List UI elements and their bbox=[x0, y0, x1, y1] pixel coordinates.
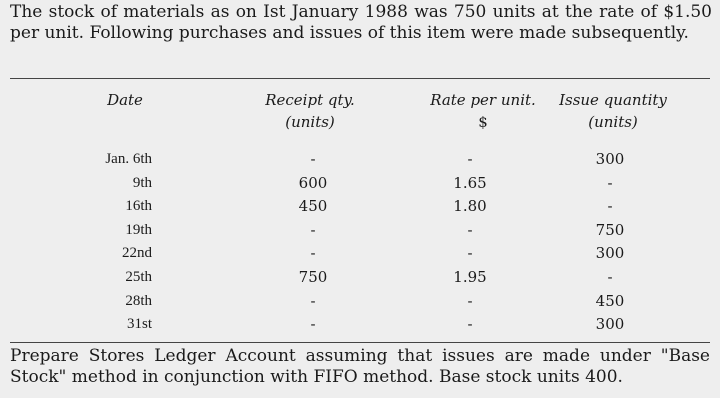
row-receipt: - bbox=[310, 315, 316, 333]
row-issue: 300 bbox=[595, 244, 625, 262]
row-receipt: - bbox=[310, 150, 316, 168]
row-receipt: 600 bbox=[298, 174, 328, 192]
header-date: Date bbox=[107, 91, 143, 109]
header-issue-quantity: Issue quantity bbox=[559, 91, 667, 109]
row-issue: 300 bbox=[595, 150, 625, 168]
row-rate: - bbox=[467, 244, 473, 262]
header-rate-per-unit: Rate per unit. bbox=[430, 91, 536, 109]
problem-instruction: Prepare Stores Ledger Account assuming that issues are made under "Base Stock" method in conjunction with FIFO method. Base stock units 400. bbox=[10, 346, 710, 387]
row-receipt: - bbox=[310, 292, 316, 310]
row-receipt: 450 bbox=[298, 197, 328, 215]
row-issue: 300 bbox=[595, 315, 625, 333]
row-date: 16th bbox=[125, 198, 152, 214]
problem-intro: The stock of materials as on Ist January 1988 was 750 units at the rate of $1.50 per unit. Following purchases and issues of this item were made subsequently. bbox=[10, 2, 712, 43]
row-rate: - bbox=[467, 315, 473, 333]
row-rate: - bbox=[467, 292, 473, 310]
table-row bbox=[0, 173, 720, 197]
header-receipt-units: (units) bbox=[285, 113, 335, 131]
row-issue: - bbox=[607, 197, 613, 215]
row-date: Jan. 6th bbox=[105, 151, 152, 167]
row-receipt: 750 bbox=[298, 268, 328, 286]
row-rate: - bbox=[467, 221, 473, 239]
row-date: 31st bbox=[126, 316, 152, 332]
row-rate: 1.95 bbox=[453, 268, 487, 286]
table-row bbox=[0, 149, 720, 173]
row-issue: 450 bbox=[595, 292, 625, 310]
row-date: 28th bbox=[125, 293, 152, 309]
row-rate: - bbox=[467, 150, 473, 168]
row-rate: 1.65 bbox=[453, 174, 487, 192]
row-issue: 750 bbox=[595, 221, 625, 239]
table-row bbox=[0, 243, 720, 267]
row-issue: - bbox=[607, 174, 613, 192]
table-row bbox=[0, 196, 720, 220]
table-row bbox=[0, 314, 720, 338]
row-rate: 1.80 bbox=[453, 197, 487, 215]
table-top-rule bbox=[10, 78, 710, 79]
header-issue-units: (units) bbox=[588, 113, 638, 131]
table-row bbox=[0, 291, 720, 315]
table-bottom-rule bbox=[10, 342, 710, 343]
header-rate-currency: $ bbox=[478, 113, 488, 131]
row-date: 9th bbox=[132, 175, 152, 191]
row-receipt: - bbox=[310, 221, 316, 239]
row-receipt: - bbox=[310, 244, 316, 262]
row-date: 19th bbox=[125, 222, 152, 238]
row-date: 25th bbox=[125, 269, 152, 285]
row-date: 22nd bbox=[122, 245, 152, 261]
header-receipt-qty: Receipt qty. bbox=[265, 91, 355, 109]
table-row bbox=[0, 220, 720, 244]
table-row bbox=[0, 267, 720, 291]
row-issue: - bbox=[607, 268, 613, 286]
